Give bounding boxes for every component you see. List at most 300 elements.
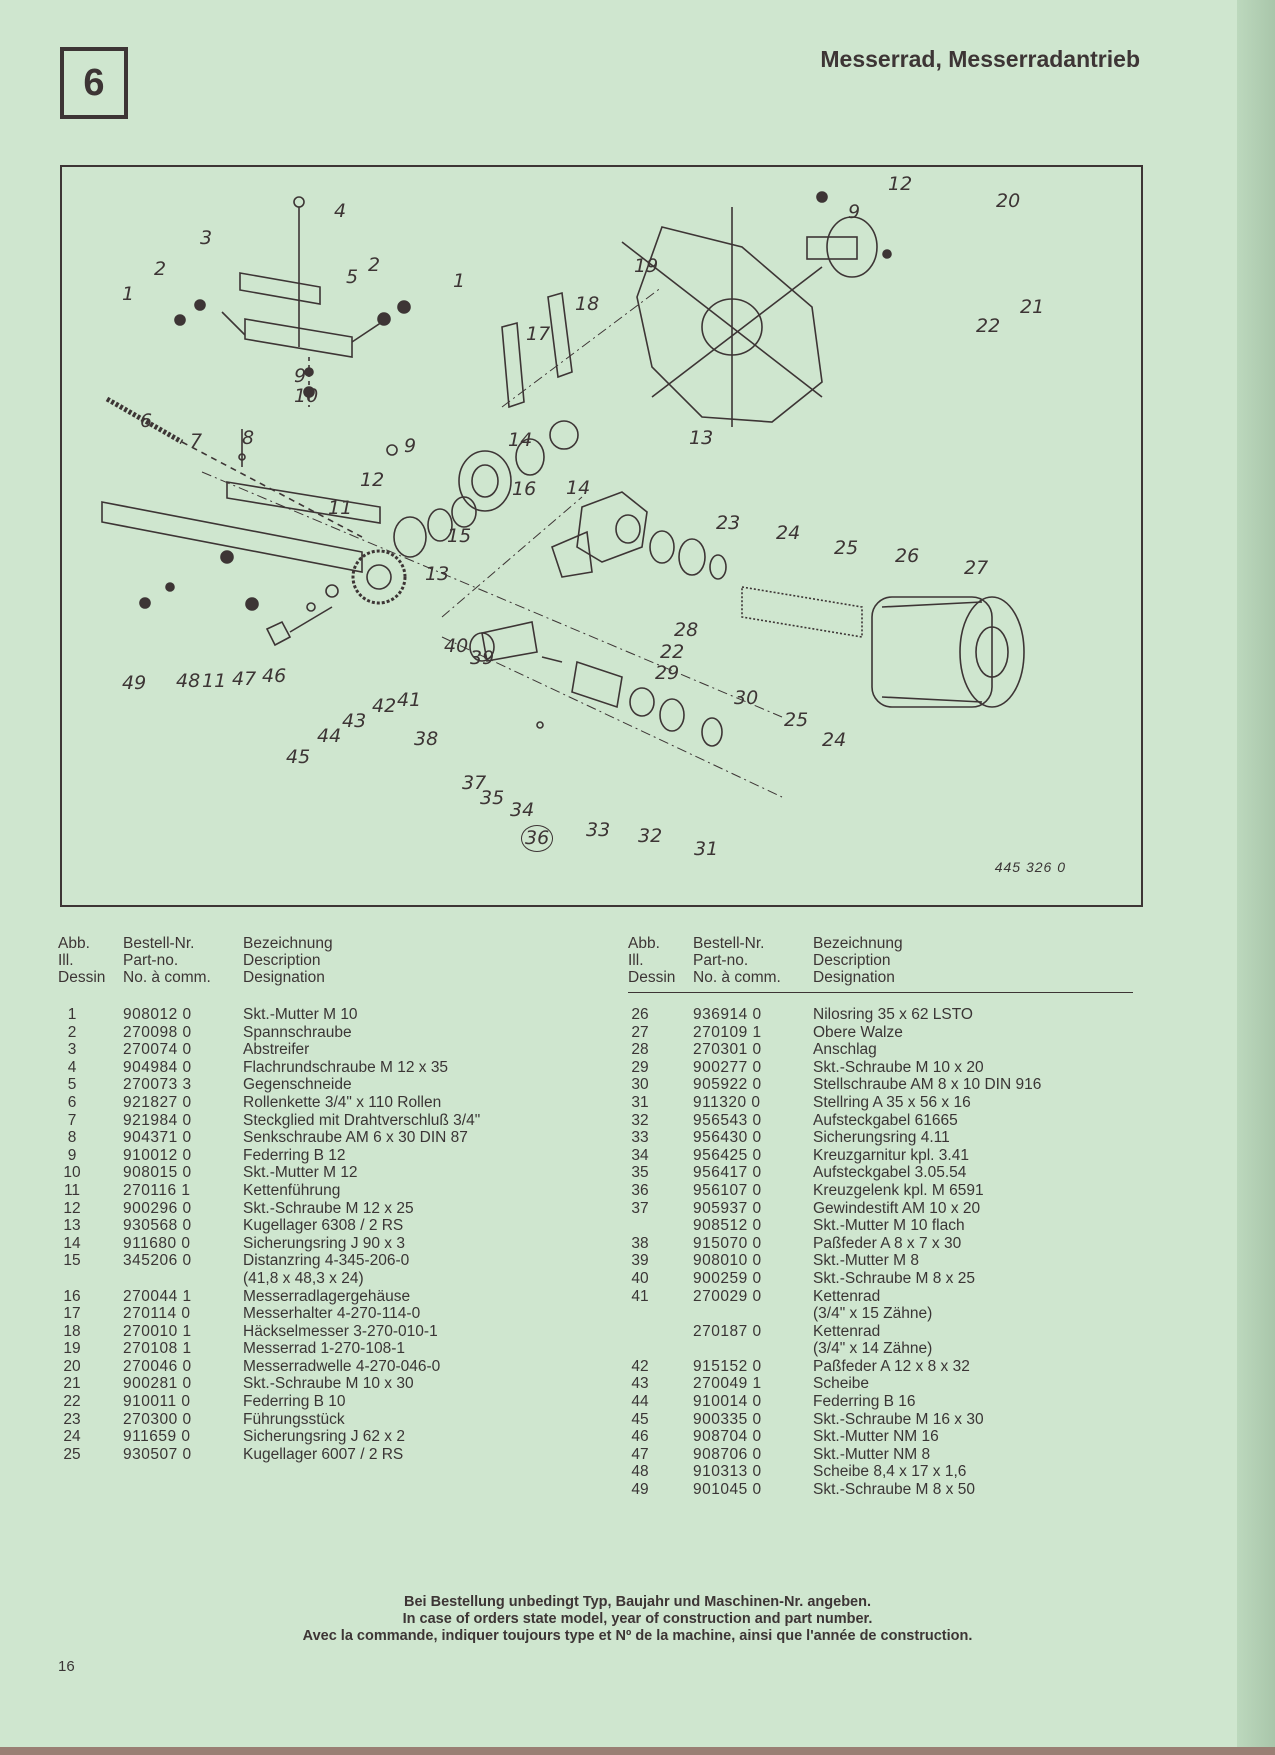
callout: 1 xyxy=(122,283,135,305)
row-part-no: 270074 0 xyxy=(123,1041,192,1059)
row-part-no: 908012 0 xyxy=(123,1006,192,1023)
row-abb: 17 xyxy=(63,1305,81,1323)
callout: 15 xyxy=(447,525,472,547)
row-abb: 25 xyxy=(63,1445,81,1463)
row-part-no: 270109 1 xyxy=(693,1023,762,1041)
row-description: Skt.-Schraube M 10 x 20 xyxy=(813,1058,984,1076)
table-row xyxy=(628,1393,1133,1411)
header-description xyxy=(813,935,903,986)
table-row xyxy=(628,1463,1133,1481)
table-row xyxy=(58,1041,603,1059)
header-desc-en: Description xyxy=(243,952,321,969)
row-description: Federring B 16 xyxy=(813,1393,916,1411)
table-row xyxy=(58,1252,603,1270)
row-part-no: 936914 0 xyxy=(693,1006,762,1023)
row-abb: 42 xyxy=(631,1357,649,1375)
header-nr-fr: No. à comm. xyxy=(123,969,211,986)
row-abb: 45 xyxy=(631,1410,649,1428)
row-abb: 30 xyxy=(631,1076,649,1094)
page-bottom-edge xyxy=(0,1747,1275,1755)
callout: 36 xyxy=(521,825,553,852)
callout: 22 xyxy=(660,641,685,663)
table-row xyxy=(58,1446,603,1464)
row-abb: 28 xyxy=(631,1041,649,1059)
row-part-no: 911680 0 xyxy=(123,1234,191,1252)
table-row xyxy=(628,1112,1133,1130)
callout: 9 xyxy=(848,201,861,223)
callout: 41 xyxy=(397,689,422,711)
header-part-no xyxy=(693,935,813,986)
row-abb xyxy=(628,1305,652,1323)
callout: 19 xyxy=(634,255,659,277)
table-row xyxy=(628,1006,1133,1024)
table-row xyxy=(628,1375,1133,1393)
table-row xyxy=(628,1147,1133,1165)
section-number: 6 xyxy=(83,61,105,104)
row-description: Aufsteckgabel 3.05.54 xyxy=(813,1164,967,1182)
row-abb: 14 xyxy=(63,1234,81,1252)
row-part-no: 911320 0 xyxy=(693,1093,761,1111)
table-row xyxy=(58,1217,603,1235)
row-description: Skt.-Mutter M 10 xyxy=(243,1006,358,1023)
row-part-no: 270116 1 xyxy=(123,1181,191,1199)
row-abb: 10 xyxy=(63,1164,81,1182)
table-row xyxy=(58,1094,603,1112)
callout: 14 xyxy=(566,477,591,499)
knife-wheel-drawing xyxy=(502,192,891,427)
row-description: Skt.-Mutter M 10 flach xyxy=(813,1217,965,1235)
callout: 12 xyxy=(360,469,385,491)
row-part-no: 900259 0 xyxy=(693,1269,762,1287)
callout: 46 xyxy=(262,665,287,687)
table-row xyxy=(58,1164,603,1182)
table-row xyxy=(58,1288,603,1306)
drawing-number: 445 326 0 xyxy=(994,859,1066,875)
callout: 18 xyxy=(575,293,600,315)
guide-piece-drawing xyxy=(552,492,726,579)
row-description: Skt.-Mutter NM 16 xyxy=(813,1428,939,1446)
callout: 24 xyxy=(822,729,847,751)
row-abb: 20 xyxy=(63,1357,81,1375)
table-row xyxy=(628,1305,1133,1323)
header-nr-en: Part-no. xyxy=(123,952,179,969)
row-abb xyxy=(628,1340,652,1358)
row-abb: 19 xyxy=(63,1340,81,1358)
row-part-no: 270073 3 xyxy=(123,1076,192,1094)
parts-list-left xyxy=(58,1006,603,1463)
row-part-no: 270300 0 xyxy=(123,1410,192,1428)
row-part-no: 915070 0 xyxy=(693,1234,762,1252)
header-desc-fr: Designation xyxy=(813,969,895,986)
table-header xyxy=(58,935,603,986)
table-row xyxy=(58,1235,603,1253)
row-part-no: 908706 0 xyxy=(693,1445,762,1463)
row-description: Paßfeder A 12 x 8 x 32 xyxy=(813,1357,970,1375)
row-part-no: 905937 0 xyxy=(693,1199,762,1217)
table-row xyxy=(628,1076,1133,1094)
table-row xyxy=(628,1129,1133,1147)
table-row xyxy=(58,1393,603,1411)
row-part-no: 270046 0 xyxy=(123,1357,192,1375)
row-part-no: 900296 0 xyxy=(123,1199,192,1217)
diagram-drawing xyxy=(62,167,1141,905)
row-description: Senkschraube AM 6 x 30 DIN 87 xyxy=(243,1129,468,1147)
callout: 49 xyxy=(122,672,147,694)
callout: 20 xyxy=(996,190,1021,212)
header-description xyxy=(243,935,333,986)
row-description: Messerhalter 4-270-114-0 xyxy=(243,1305,421,1323)
callout: 5 xyxy=(346,266,359,288)
header-abb-fr: Dessin xyxy=(58,969,106,986)
table-row xyxy=(628,1182,1133,1200)
row-abb: 40 xyxy=(631,1269,649,1287)
callout: 6 xyxy=(140,410,153,432)
header-abb-en: Ill. xyxy=(58,952,74,969)
row-description: Rollenkette 3/4" x 110 Rollen xyxy=(243,1093,442,1111)
row-abb: 35 xyxy=(631,1164,649,1182)
header-nr-fr: No. à comm. xyxy=(693,969,781,986)
row-description: Aufsteckgabel 61665 xyxy=(813,1111,958,1129)
row-abb: 1 xyxy=(67,1006,77,1023)
header-rule xyxy=(628,992,1133,993)
row-abb: 12 xyxy=(63,1199,81,1217)
row-part-no: 900277 0 xyxy=(693,1058,762,1076)
callout: 12 xyxy=(888,173,913,195)
row-part-no: 908704 0 xyxy=(693,1428,762,1446)
callout: 10 xyxy=(294,385,319,407)
callout: 7 xyxy=(190,430,203,452)
header-desc-fr: Designation xyxy=(243,969,325,986)
row-description: Stellring A 35 x 56 x 16 xyxy=(813,1093,971,1111)
order-note-de: Bei Bestellung unbedingt Typ, Baujahr und Maschinen-Nr. angeben. xyxy=(404,1594,871,1610)
row-part-no xyxy=(123,1270,243,1288)
callout: 9 xyxy=(294,365,307,387)
row-part-no: 910313 0 xyxy=(693,1463,762,1481)
table-row xyxy=(628,1041,1133,1059)
table-row xyxy=(58,1024,603,1042)
row-part-no: 270098 0 xyxy=(123,1023,192,1041)
row-part-no: 910012 0 xyxy=(123,1146,192,1164)
callout: 22 xyxy=(976,315,1001,337)
page-title: Messerrad, Messerradantrieb xyxy=(820,46,1140,72)
table-row xyxy=(628,1323,1133,1341)
row-abb: 49 xyxy=(631,1481,649,1499)
row-part-no: 930507 0 xyxy=(123,1445,192,1463)
row-description: Spannschraube xyxy=(243,1023,352,1041)
upper-roller-drawing xyxy=(742,587,1024,707)
callout: 25 xyxy=(784,709,809,731)
row-part-no: 900281 0 xyxy=(123,1375,192,1393)
header-desc-en: Description xyxy=(813,952,891,969)
callout: 11 xyxy=(202,670,227,692)
header-desc-de: Bezeichnung xyxy=(813,935,903,952)
callout: 40 xyxy=(444,635,469,657)
callout: 28 xyxy=(674,619,699,641)
row-part-no: 930568 0 xyxy=(123,1217,192,1235)
row-part-no: 270114 0 xyxy=(123,1305,191,1323)
table-row xyxy=(58,1305,603,1323)
callout: 23 xyxy=(716,512,741,534)
callout: 3 xyxy=(200,227,213,249)
row-abb: 31 xyxy=(631,1093,649,1111)
row-part-no: 270044 1 xyxy=(123,1287,192,1305)
row-description: Skt.-Mutter M 12 xyxy=(243,1164,358,1182)
row-description: Skt.-Schraube M 12 x 25 xyxy=(243,1199,414,1217)
table-row xyxy=(58,1340,603,1358)
callout: 37 xyxy=(462,772,487,794)
callout: 13 xyxy=(689,427,714,449)
callout: 13 xyxy=(425,563,450,585)
row-part-no xyxy=(693,1340,813,1358)
row-abb xyxy=(628,1217,652,1235)
table-header xyxy=(628,935,1133,986)
row-description: Abstreifer xyxy=(243,1041,310,1059)
order-note-fr: Avec la commande, indiquer toujours type et Nº de la machine, ainsi que l'année de construction. xyxy=(302,1628,973,1644)
table-row xyxy=(628,1411,1133,1429)
row-description: Skt.-Mutter NM 8 xyxy=(813,1445,931,1463)
row-abb: 21 xyxy=(63,1375,81,1393)
row-abb: 4 xyxy=(67,1058,77,1076)
row-description: Kettenrad xyxy=(813,1322,881,1340)
table-row xyxy=(58,1358,603,1376)
row-part-no: 908010 0 xyxy=(693,1252,762,1270)
row-part-no: 904371 0 xyxy=(123,1129,192,1147)
row-abb: 33 xyxy=(631,1129,649,1147)
row-description: Scheibe 8,4 x 17 x 1,6 xyxy=(813,1463,967,1481)
row-part-no: 901045 0 xyxy=(693,1481,762,1499)
callout: 43 xyxy=(342,710,367,732)
header-desc-de: Bezeichnung xyxy=(243,935,333,952)
header-nr-de: Bestell-Nr. xyxy=(123,935,195,952)
callout: 44 xyxy=(317,725,342,747)
header-abb-en: Ill. xyxy=(628,952,644,969)
row-abb: 37 xyxy=(631,1199,649,1217)
header-abb-de: Abb. xyxy=(58,935,90,952)
row-abb: 29 xyxy=(631,1058,649,1076)
callout: 24 xyxy=(776,522,801,544)
row-part-no: 905922 0 xyxy=(693,1076,762,1094)
row-part-no: 908512 0 xyxy=(693,1217,762,1235)
row-description: Stellschraube AM 8 x 10 DIN 916 xyxy=(813,1076,1042,1094)
row-description: Kreuzgelenk kpl. M 6591 xyxy=(813,1181,984,1199)
table-row xyxy=(628,1200,1133,1218)
parts-table-right xyxy=(628,935,1133,1499)
row-abb: 5 xyxy=(67,1076,77,1094)
row-part-no: 915152 0 xyxy=(693,1357,762,1375)
header-nr-en: Part-no. xyxy=(693,952,749,969)
table-row xyxy=(628,1252,1133,1270)
row-abb xyxy=(58,1270,86,1288)
table-row xyxy=(58,1076,603,1094)
row-part-no: 956425 0 xyxy=(693,1146,762,1164)
row-description: (41,8 x 48,3 x 24) xyxy=(243,1269,364,1287)
table-row xyxy=(628,1217,1133,1235)
header-nr-de: Bestell-Nr. xyxy=(693,935,765,952)
row-abb xyxy=(628,1323,652,1341)
header-abb xyxy=(628,935,693,986)
row-description: Kugellager 6007 / 2 RS xyxy=(243,1445,404,1463)
row-abb: 38 xyxy=(631,1234,649,1252)
row-description: Obere Walze xyxy=(813,1023,903,1041)
table-row xyxy=(628,1094,1133,1112)
table-row xyxy=(58,1147,603,1165)
row-abb: 3 xyxy=(67,1041,77,1059)
table-row xyxy=(628,1288,1133,1306)
header-abb-fr: Dessin xyxy=(628,969,676,986)
row-abb: 48 xyxy=(631,1463,649,1481)
row-abb: 26 xyxy=(631,1006,649,1023)
order-note xyxy=(0,1594,1275,1645)
callout: 9 xyxy=(404,435,417,457)
callout: 17 xyxy=(526,323,551,345)
row-abb: 36 xyxy=(631,1181,649,1199)
callout: 1 xyxy=(453,270,466,292)
callout: 29 xyxy=(655,662,680,684)
sprocket-drawing xyxy=(267,551,405,645)
row-abb: 22 xyxy=(63,1393,81,1411)
callout: 32 xyxy=(638,825,663,847)
table-row xyxy=(628,1340,1133,1358)
callout: 38 xyxy=(414,728,439,750)
row-description: Messerradlagergehäuse xyxy=(243,1287,411,1305)
row-part-no: 270029 0 xyxy=(693,1287,762,1305)
table-row xyxy=(58,1270,603,1288)
header-abb xyxy=(58,935,123,986)
row-description: Federring B 10 xyxy=(243,1393,346,1411)
row-part-no: 908015 0 xyxy=(123,1164,192,1182)
row-description: Nilosring 35 x 62 LSTO xyxy=(813,1006,973,1023)
table-row xyxy=(628,1358,1133,1376)
callout: 2 xyxy=(154,258,167,280)
header-part-no xyxy=(123,935,243,986)
row-abb: 27 xyxy=(631,1023,649,1041)
parts-list-right xyxy=(628,1006,1133,1499)
row-description: Skt.-Schraube M 8 x 50 xyxy=(813,1481,975,1499)
row-description: Kugellager 6308 / 2 RS xyxy=(243,1217,404,1235)
row-description: Flachrundschraube M 12 x 35 xyxy=(243,1058,449,1076)
row-description: Skt.-Schraube M 8 x 25 xyxy=(813,1269,975,1287)
callout: 34 xyxy=(510,799,535,821)
section-number-box xyxy=(60,47,128,119)
row-abb: 39 xyxy=(631,1252,649,1270)
callout: 11 xyxy=(328,497,353,519)
parts-table-left xyxy=(58,935,603,1463)
row-part-no: 956430 0 xyxy=(693,1129,762,1147)
row-description: Sicherungsring J 62 x 2 xyxy=(243,1428,405,1446)
callout: 14 xyxy=(508,429,533,451)
table-row xyxy=(58,1428,603,1446)
order-note-en: In case of orders state model, year of construction and part number. xyxy=(402,1611,873,1627)
table-row xyxy=(628,1235,1133,1253)
row-abb: 34 xyxy=(631,1146,649,1164)
exploded-parts-diagram xyxy=(60,165,1143,907)
row-abb: 32 xyxy=(631,1111,649,1129)
row-description: (3/4" x 15 Zähne) xyxy=(813,1305,933,1323)
row-abb: 18 xyxy=(63,1322,81,1340)
table-row xyxy=(628,1270,1133,1288)
row-description: Sicherungsring 4.11 xyxy=(813,1129,950,1147)
row-abb: 8 xyxy=(67,1129,77,1147)
table-row xyxy=(58,1411,603,1429)
callout: 4 xyxy=(334,200,347,222)
table-row xyxy=(628,1164,1133,1182)
row-part-no: 345206 0 xyxy=(123,1252,192,1270)
table-row xyxy=(628,1428,1133,1446)
row-abb: 2 xyxy=(67,1023,77,1041)
row-abb: 11 xyxy=(63,1181,81,1199)
row-description: Distanzring 4-345-206-0 xyxy=(243,1252,410,1270)
callout: 42 xyxy=(372,695,397,717)
callout: 21 xyxy=(1020,296,1045,318)
row-description: (3/4" x 14 Zähne) xyxy=(813,1340,933,1358)
row-part-no: 921984 0 xyxy=(123,1111,192,1129)
row-abb: 6 xyxy=(67,1093,77,1111)
row-abb: 15 xyxy=(63,1252,81,1270)
row-description: Kettenführung xyxy=(243,1181,341,1199)
callout: 27 xyxy=(964,557,989,579)
callout: 30 xyxy=(734,687,759,709)
callout: 26 xyxy=(895,545,920,567)
row-abb: 7 xyxy=(67,1111,77,1129)
row-abb: 23 xyxy=(63,1410,81,1428)
table-row xyxy=(58,1129,603,1147)
row-description: Skt.-Schraube M 10 x 30 xyxy=(243,1375,414,1393)
row-abb: 24 xyxy=(63,1428,81,1446)
row-abb: 41 xyxy=(631,1287,649,1305)
row-part-no: 270049 1 xyxy=(693,1375,762,1393)
row-abb: 44 xyxy=(631,1393,649,1411)
table-row xyxy=(58,1182,603,1200)
row-description: Messerradwelle 4-270-046-0 xyxy=(243,1357,441,1375)
row-part-no: 910014 0 xyxy=(693,1393,762,1411)
table-row xyxy=(628,1024,1133,1042)
page-number: 16 xyxy=(58,1658,75,1675)
row-description: Häckselmesser 3-270-010-1 xyxy=(243,1322,438,1340)
table-row xyxy=(58,1375,603,1393)
table-row xyxy=(58,1112,603,1130)
callout: 45 xyxy=(286,746,311,768)
row-abb: 13 xyxy=(63,1217,81,1235)
row-description: Gewindestift AM 10 x 20 xyxy=(813,1199,981,1217)
header-abb-de: Abb. xyxy=(628,935,660,952)
row-part-no: 270187 0 xyxy=(693,1322,762,1340)
table-row xyxy=(628,1059,1133,1077)
callout: 2 xyxy=(368,254,381,276)
row-abb: 47 xyxy=(631,1445,649,1463)
table-row xyxy=(58,1006,603,1024)
row-part-no: 910011 0 xyxy=(123,1393,191,1411)
table-row xyxy=(58,1323,603,1341)
row-description: Messerrad 1-270-108-1 xyxy=(243,1340,405,1358)
row-part-no: 956417 0 xyxy=(693,1164,762,1182)
page-edge-shadow xyxy=(1237,0,1275,1755)
row-part-no: 956543 0 xyxy=(693,1111,762,1129)
table-row xyxy=(628,1446,1133,1464)
row-description: Anschlag xyxy=(813,1041,877,1059)
row-part-no: 270010 1 xyxy=(123,1322,192,1340)
row-part-no: 921827 0 xyxy=(123,1093,192,1111)
row-description: Kettenrad xyxy=(813,1287,881,1305)
row-part-no: 900335 0 xyxy=(693,1410,762,1428)
row-part-no: 270301 0 xyxy=(693,1041,762,1059)
callout: 39 xyxy=(470,647,495,669)
callout: 8 xyxy=(242,427,255,449)
row-abb: 46 xyxy=(631,1428,649,1446)
callout: 48 xyxy=(176,670,201,692)
table-row xyxy=(628,1481,1133,1499)
row-part-no: 911659 0 xyxy=(123,1428,191,1446)
row-part-no: 956107 0 xyxy=(693,1181,762,1199)
